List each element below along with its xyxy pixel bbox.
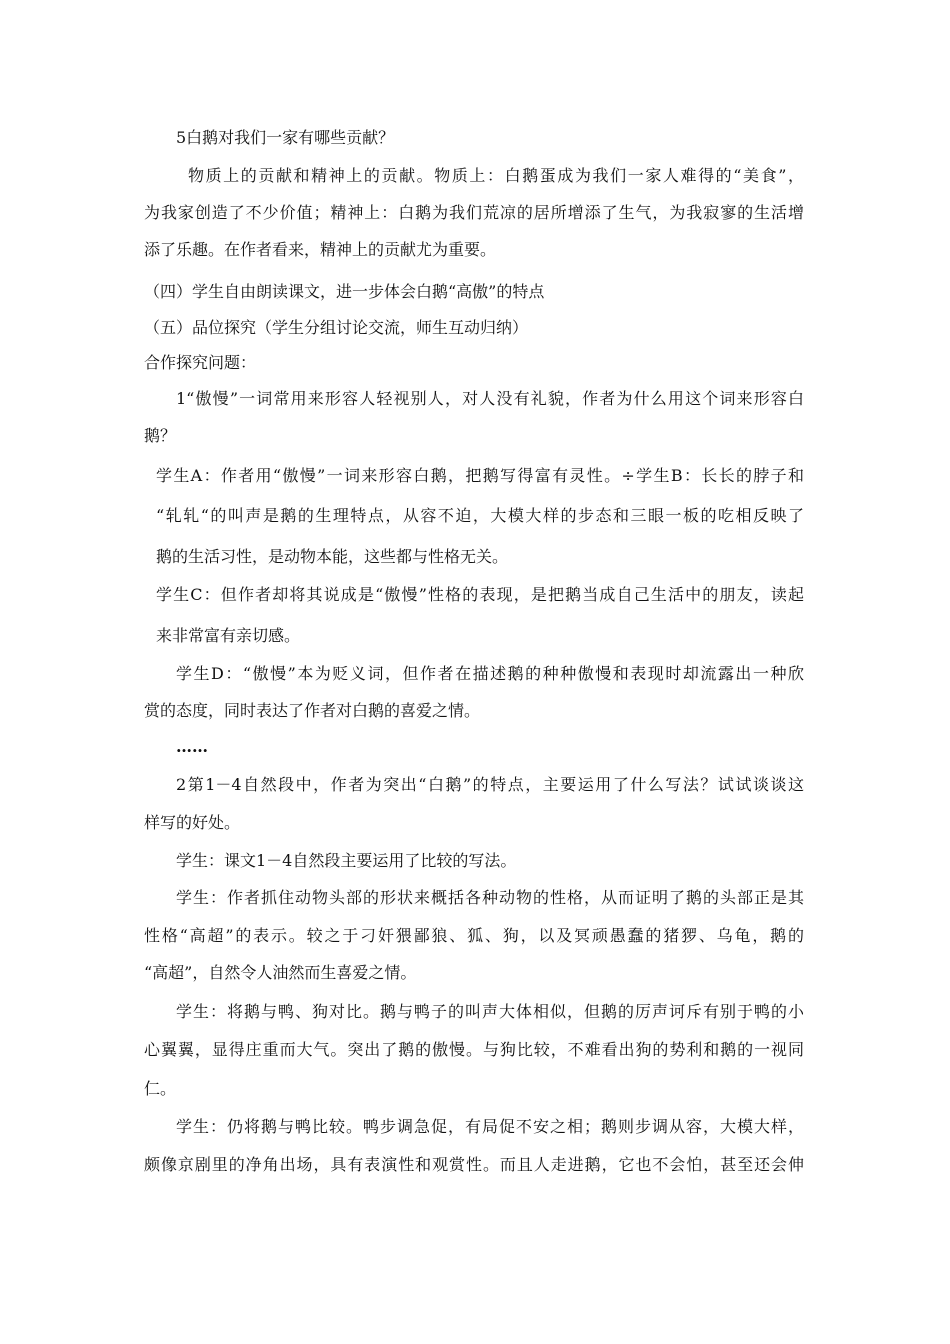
answer-5-line-2: 为我家创造了不少价值；精神上：白鹅为我们荒凉的居所增添了生气，为我寂寥的生活增 — [144, 203, 804, 222]
answer-2-b-line-3: 仁。 — [144, 1079, 177, 1098]
question-2-line-1: 2第1－4自然段中，作者为突出“白鹅”的特点，主要运用了什么写法？试试谈谈这 — [176, 775, 804, 794]
answer-2-intro: 学生：课文1－4自然段主要运用了比较的写法。 — [176, 851, 517, 870]
section-4-heading: （四）学生自由朗读课文，进一步体会白鹅“高傲”的特点 — [144, 282, 545, 301]
question-1-line-2: 鹅？ — [144, 426, 177, 445]
answer-2-a-line-3: “高超”，自然令人油然而生喜爱之情。 — [144, 963, 417, 982]
answer-2-a-line-1: 学生：作者抓住动物头部的形状来概括各种动物的性格，从而证明了鹅的头部正是其 — [176, 888, 804, 907]
answer-5-line-1: 物质上的贡献和精神上的贡献。物质上：白鹅蛋成为我们一家人难得的“美食”， — [188, 166, 804, 185]
section-5-heading: （五）品位探究（学生分组讨论交流，师生互动归纳） — [144, 318, 529, 337]
answer-5-line-3: 添了乐趣。在作者看来，精神上的贡献尤为重要。 — [144, 240, 497, 259]
student-a-b-line-1: 学生A：作者用“傲慢”一词来形容白鹅，把鹅写得富有灵性。÷学生B：长长的脖子和 — [156, 466, 804, 485]
cooperative-questions-heading: 合作探究问题： — [144, 353, 257, 372]
student-b-line-2: “轧轧“的叫声是鹅的生理特点，从容不迫，大模大样的步态和三眼一板的吃相反映了 — [156, 506, 804, 525]
question-1-line-1: 1“傲慢”一词常用来形容人轻视别人，对人没有礼貌，作者为什么用这个词来形容白 — [176, 389, 804, 408]
question-2-line-2: 样写的好处。 — [144, 813, 241, 832]
student-d-line-1: 学生D：“傲慢”本为贬义词，但作者在描述鹅的种种傲慢和表现时却流露出一种欣 — [176, 664, 804, 683]
answer-2-c-line-2: 颇像京剧里的净角出场，具有表演性和观赏性。而且人走进鹅，它也不会怕，甚至还会伸 — [144, 1155, 804, 1174]
answer-2-b-line-1: 学生：将鹅与鸭、狗对比。鹅与鸭子的叫声大体相似，但鹅的厉声诃斥有别于鸭的小 — [176, 1002, 804, 1021]
answer-2-c-line-1: 学生：仍将鹅与鸭比较。鸭步调急促，有局促不安之相；鹅则步调从容，大模大样， — [176, 1117, 804, 1136]
ellipsis: …… — [176, 737, 208, 756]
student-c-line-2: 来非常富有亲切感。 — [156, 626, 301, 645]
answer-2-a-line-2: 性格“高超”的表示。较之于刁奸猥鄙狼、狐、狗，以及冥顽愚蠢的猪猡、乌龟，鹅的 — [144, 926, 804, 945]
question-5: 5白鹅对我们一家有哪些贡献？ — [176, 128, 395, 147]
student-b-line-3: 鹅的生活习性，是动物本能，这些都与性格无关。 — [156, 547, 509, 566]
student-c-line-1: 学生C：但作者却将其说成是“傲慢”性格的表现，是把鹅当成自己生活中的朋友，读起 — [156, 585, 804, 604]
student-d-line-2: 赏的态度，同时表达了作者对白鹅的喜爱之情。 — [144, 701, 481, 720]
answer-2-b-line-2: 心翼翼，显得庄重而大气。突出了鹅的傲慢。与狗比较，不难看出狗的势利和鹅的一视同 — [144, 1040, 804, 1059]
